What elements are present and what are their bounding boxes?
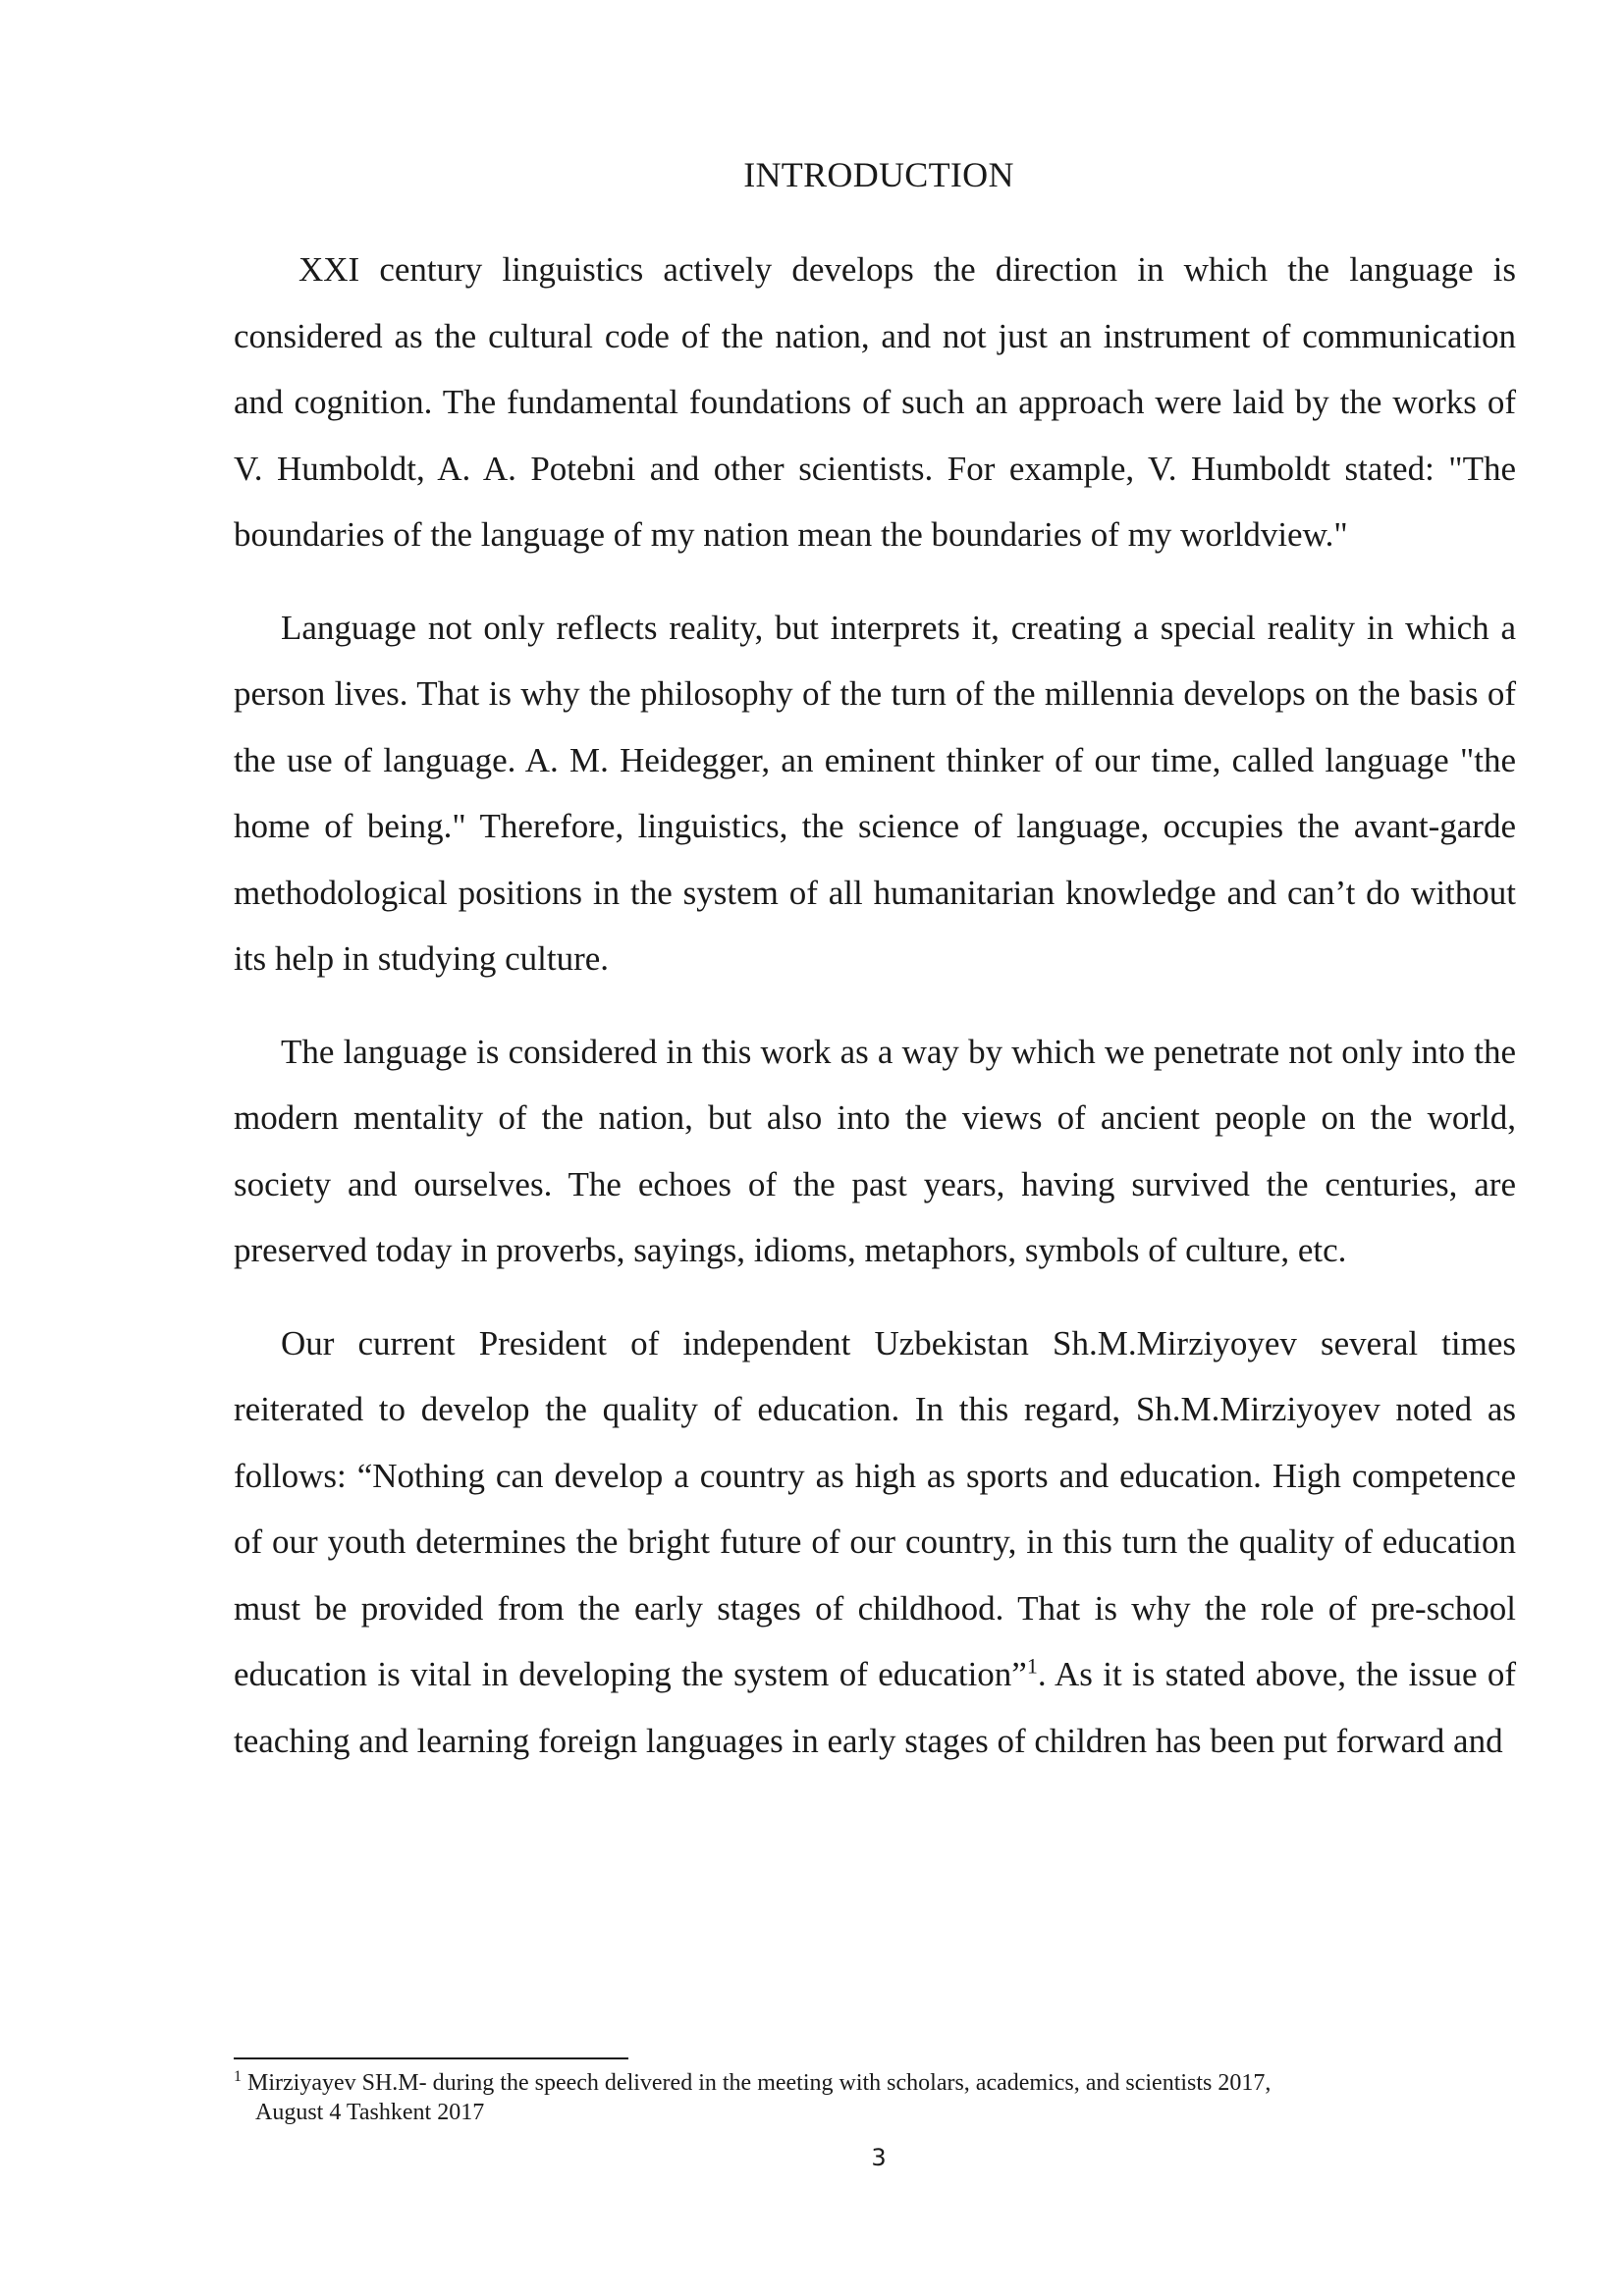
paragraph-3: The language is considered in this work as a way by which we penetrate not only into the modern mentality of the nation, but also into the views of ancient people on the world, society and ourselves. The echoes of the past years, having survived the centuries, are preserved today in proverbs, sayings, idioms, metaphors, symbols of culture, etc. <box>234 1032 1516 1269</box>
paragraph-4-text-before-ref: Our current President of independent Uzbekistan Sh.M.Mirziyoyev several times reiterated to develop the quality of education. In this regard, Sh.M.Mirziyoyev noted as follows: “Nothing can develop a country as high as sports and education. High competence of our youth determines the bright future of our country, in this turn the quality of education must be provided from the early stages of childhood. That is why the role of pre-school education is vital in developing the system of education” <box>234 1323 1516 1693</box>
footnote-separator <box>234 2057 628 2059</box>
footnote-line-1: Mirziyayev SH.M- during the speech delivered in the meeting with scholars, academics, and scientists 2017, <box>247 2070 1272 2096</box>
page-heading: INTRODUCTION <box>743 155 1014 194</box>
paragraph-4-text-after-ref: . As it is stated above, the issue of teaching and learning foreign languages in early stages of children has been put forward and <box>234 1655 1516 1760</box>
paragraph-4 <box>234 1310 1516 1775</box>
body-text <box>234 237 1516 1774</box>
footnote-line-2: August 4 Tashkent 2017 <box>255 2100 485 2125</box>
footnote-reference-mark: 1 <box>1026 1653 1038 1679</box>
paragraph-1: XXI century linguistics actively develops the direction in which the language is considered as the cultural code of the nation, and not just an instrument of communication and cognition. The fundamental foundations of such an approach were laid by the works of V. Humboldt, A. A. Potebni and other scientists. For example, V. Humboldt stated: "The boundaries of the language of my nation mean the boundaries of my worldview." <box>234 250 1516 554</box>
footnote-number: 1 <box>234 2068 242 2085</box>
page-number: 3 <box>871 2144 887 2171</box>
footnote <box>234 2068 1510 2127</box>
paragraph-2: Language not only reflects reality, but interprets it, creating a special reality in which a person lives. That is why the philosophy of the turn of the millennia develops on the basis of the use of language. A. M. Heidegger, an eminent thinker of our time, called language "the home of being." Therefore, linguistics, the science of language, occupies the avant-garde methodological positions in the system of all humanitarian knowledge and can’t do without its help in studying culture. <box>234 608 1516 978</box>
